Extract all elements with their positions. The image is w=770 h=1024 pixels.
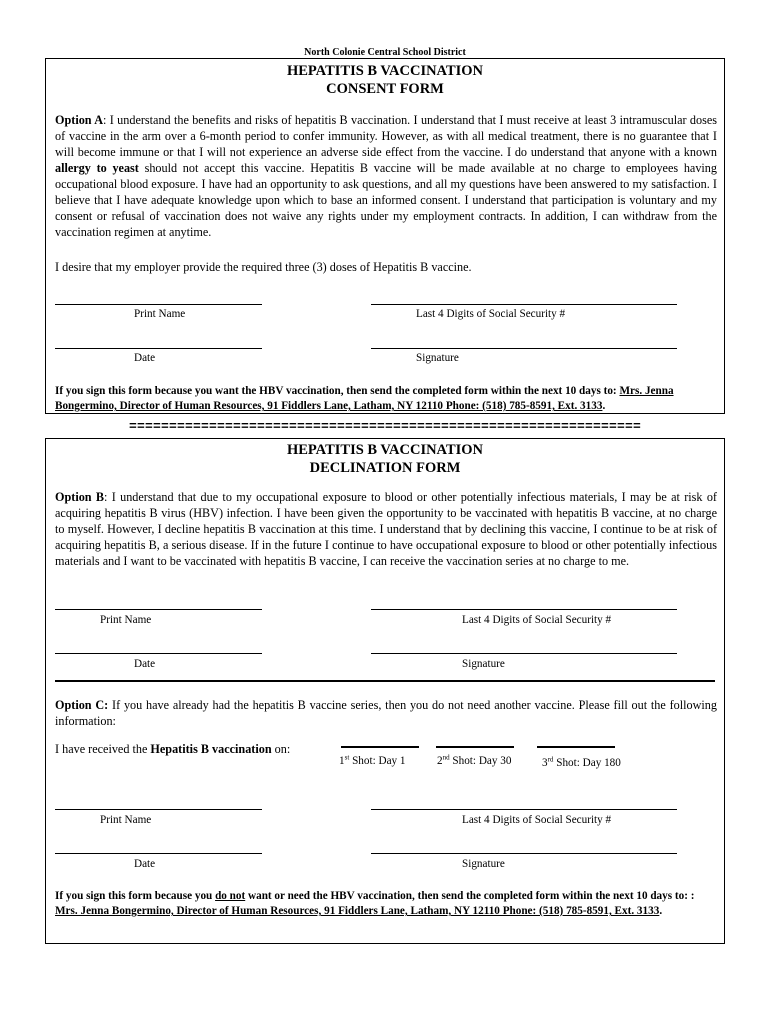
consent-title-line1: HEPATITIS B VACCINATION	[286, 63, 484, 79]
received-statement	[55, 741, 290, 757]
option-c-print-name-field[interactable]	[55, 809, 262, 810]
option-b-text: : I understand that due to my occupational exposure to blood or other potentially infectious materials, I may be at risk of acquiring hepatitis B virus (HBV) infection. I have been given the opportunity to be vaccinated with hepatitis B vaccine, at no charge to myself. However, I decline hepatitis B vaccination at this time. I understand that by declining this vaccine, I continue to be at risk of acquiring hepatitis B, a serious disease. If in the future I continue to have occupational exposure to blood or other potentially infectious materials and I want to be vaccinated with hepatitis B vaccine, I can receive the vaccination series at no charge to me.	[55, 490, 717, 568]
option-c-print-name-label: Print Name	[100, 814, 152, 826]
consent-signature-field[interactable]	[371, 348, 677, 349]
option-c-text: If you have already had the hepatitis B vaccine series, then you do not need another vaccine. Please fill out the following information:	[55, 698, 717, 728]
consent-notice-text: If you sign this form because you want the HBV vaccination, then send the completed form within the next 10 days to:	[55, 385, 620, 397]
shot1-label: 1st Shot: Day 1	[339, 753, 406, 767]
declination-title-line2: DECLINATION FORM	[309, 460, 461, 476]
consent-print-name-label: Print Name	[134, 308, 186, 320]
option-a-text-1: : I understand the benefits and risks of hepatitis B vaccination. I understand that I must receive at least 3 intramuscular doses of vaccine in the arm over a 6-month period to confer immunity. However, as with all medical treatment, there is no guarantee that I will become immune or that I will not experience an adverse side effect from the vaccine. I do understand that anyone with a known	[55, 113, 717, 159]
consent-print-name-field[interactable]	[55, 304, 262, 305]
consent-notice-end: .	[602, 400, 606, 412]
section-separator: ================================================================	[128, 420, 642, 434]
option-c-divider	[55, 680, 715, 682]
received-suffix: on:	[271, 742, 291, 756]
declination-print-name-label: Print Name	[100, 614, 152, 626]
received-bold: Hepatitis B vaccination	[150, 742, 272, 756]
option-b-paragraph	[55, 489, 717, 569]
declination-ssn-label: Last 4 Digits of Social Security #	[462, 614, 612, 626]
consent-signature-label: Signature	[416, 352, 459, 364]
declination-print-name-field[interactable]	[55, 609, 262, 610]
consent-date-field[interactable]	[55, 348, 262, 349]
option-c-paragraph	[55, 697, 717, 729]
declination-signature-field[interactable]	[371, 653, 677, 654]
option-c-notice-contact: Mrs. Jenna Bongermino, Director of Human Resources, 91 Fiddlers Lane, Latham, NY 12110 Phone: (518) 785-8591, Ext. 3133	[55, 905, 660, 917]
option-c-notice-pre: If you sign this form because you	[55, 890, 216, 902]
shot3-date-field[interactable]	[537, 746, 615, 748]
option-c-signature-field[interactable]	[371, 853, 677, 854]
option-a-paragraph	[55, 112, 717, 240]
option-c-label: Option C:	[55, 698, 109, 712]
consent-form-section	[45, 58, 725, 414]
consent-ssn-field[interactable]	[371, 304, 677, 305]
declination-date-label: Date	[134, 658, 156, 670]
shot2-date-field[interactable]	[436, 746, 514, 748]
district-name: North Colonie Central School District	[304, 47, 466, 58]
option-a-text-2: should not accept this vaccine. Hepatitis B vaccine will be made available at no charge to employees having occupational blood exposure. I have had an opportunity to ask questions, and all my questions have been answered to my satisfaction. I believe that I have adequate knowledge upon which to base an informed consent. I understand that participation is voluntary and my consent or refusal of vaccination does not waive any rights under my employment contracts. In addition, I can withdraw from the vaccination regimen at anytime.	[55, 161, 717, 239]
declination-form-section	[45, 438, 725, 944]
option-a-desire: I desire that my employer provide the required three (3) doses of Hepatitis B vaccine.	[55, 260, 472, 274]
option-c-ssn-label: Last 4 Digits of Social Security #	[462, 814, 612, 826]
allergy-warning: allergy to yeast	[55, 161, 139, 175]
declination-title-line1: HEPATITIS B VACCINATION	[286, 442, 484, 458]
consent-notice-contact: Mrs. Jenna Bongermino, Director of Human Resources, 91 Fiddlers Lane, Latham, NY 12110 Phone: (518) 785-8591, Ext. 3133	[55, 385, 674, 412]
option-c-date-field[interactable]	[55, 853, 262, 854]
consent-title-line2: CONSENT FORM	[326, 81, 444, 97]
declination-signature-label: Signature	[462, 658, 505, 670]
option-c-notice-mid: want or need the HBV vaccination, then send the completed form within the next 10 days to: :	[245, 890, 695, 902]
option-c-notice-donot: do not	[215, 890, 246, 902]
shot1-date-field[interactable]	[341, 746, 419, 748]
shot2-label: 2nd Shot: Day 30	[437, 753, 512, 767]
consent-notice	[55, 384, 719, 414]
option-c-signature-label: Signature	[462, 858, 505, 870]
shot3-label: 3rd Shot: Day 180	[542, 755, 621, 769]
received-prefix: I have received the	[55, 742, 151, 756]
consent-date-label: Date	[134, 352, 156, 364]
consent-ssn-label: Last 4 Digits of Social Security #	[416, 308, 566, 320]
option-a-label: Option A	[55, 113, 104, 127]
option-c-notice-end: .	[659, 905, 663, 917]
option-c-ssn-field[interactable]	[371, 809, 677, 810]
declination-date-field[interactable]	[55, 653, 262, 654]
option-b-label: Option B	[55, 490, 105, 504]
option-c-date-label: Date	[134, 858, 156, 870]
declination-ssn-field[interactable]	[371, 609, 677, 610]
option-c-notice	[55, 889, 719, 919]
